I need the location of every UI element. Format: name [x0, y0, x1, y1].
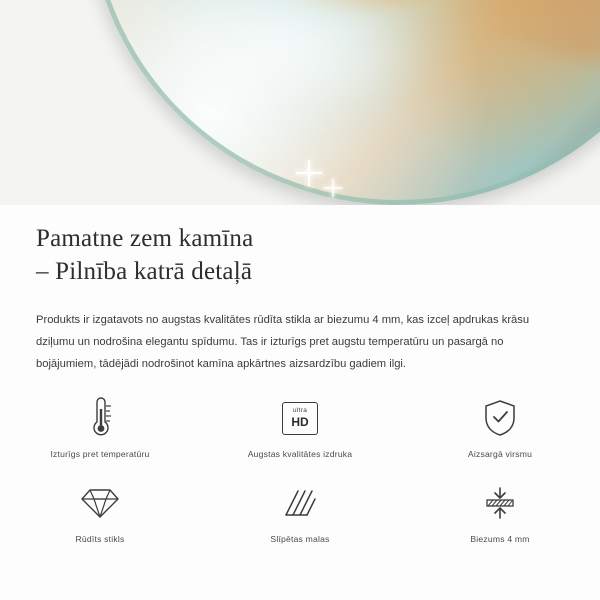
- page-title: [0, 222, 600, 288]
- feature-item-print-quality: [200, 396, 400, 459]
- thickness-icon: [481, 481, 519, 525]
- thermometer-icon: [85, 396, 115, 440]
- feature-label: Slīpētas malas: [270, 534, 330, 544]
- feature-label: Biezums 4 mm: [470, 534, 530, 544]
- feature-item-thickness: [400, 481, 600, 544]
- feature-label: Augstas kvalitātes izdruka: [247, 449, 353, 459]
- text-content: [0, 222, 600, 376]
- polished-edges-icon: [282, 481, 318, 525]
- ultra-hd-badge-top: ultra: [292, 407, 308, 415]
- ultra-hd-badge-bottom: HD: [291, 414, 309, 429]
- description-paragraph: Produkts ir izgatavots no augstas kvalitātes rūdīta stikla ar biezumu 4 mm, kas izceļ apdrukas krāsu dziļumu un nodrošina elegantu spīdumu. Tas ir izturīgs pret augstu temperatūru un pasargā no bojājumiem, tādējādi nodrošinot kamīna apkārtnes aizsardzību gadiem ilgi.: [36, 314, 530, 370]
- feature-item-tempered-glass: [0, 481, 200, 544]
- headline-line-1: Pamatne zem kamīna: [36, 225, 254, 252]
- feature-label: Rūdīts stikls: [75, 534, 125, 544]
- diamond-icon: [81, 481, 119, 525]
- feature-item-surface-protection: [400, 396, 600, 459]
- hero-image: [0, 0, 600, 205]
- feature-grid: [0, 396, 600, 544]
- shield-check-icon: [483, 396, 517, 440]
- feature-item-polished-edges: [200, 481, 400, 544]
- feature-label: Izturīgs pret temperatūru: [50, 449, 150, 459]
- headline-line-2: – Pilnība katrā detaļā: [36, 258, 253, 285]
- feature-item-temperature: [0, 396, 200, 459]
- ultra-hd-icon: [282, 396, 318, 440]
- feature-label: Aizsargā virsmu: [467, 449, 533, 459]
